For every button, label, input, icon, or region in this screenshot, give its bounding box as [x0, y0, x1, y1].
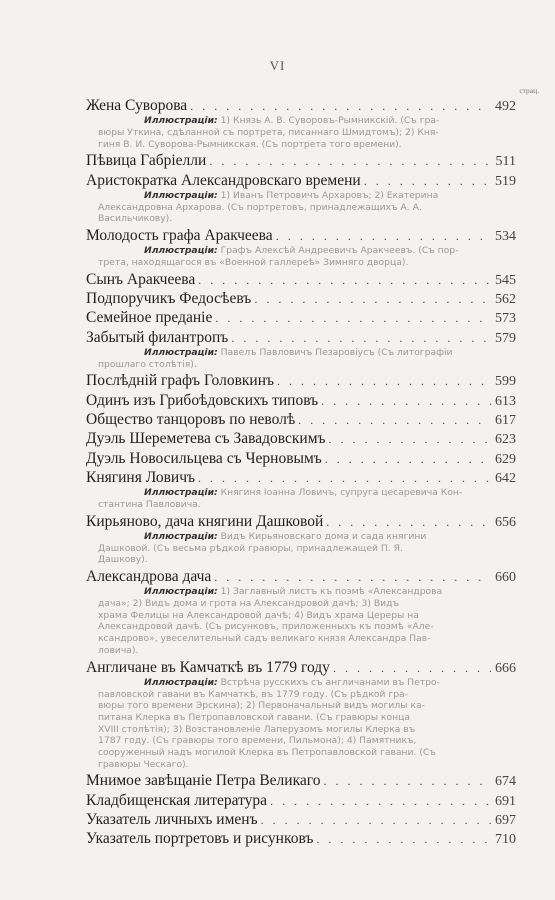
illustrations-text: 1) Заглавный листъ къ поэмѣ «Александрова: [220, 586, 443, 598]
toc-entry-page: 617: [495, 413, 516, 428]
toc-entry-page: 710: [495, 832, 516, 848]
illustrations-text: Павелъ Павловичъ Пезаровіусъ (Съ литографіи: [220, 347, 453, 358]
toc-line: [86, 270, 516, 289]
illustrations-text: Встрѣча русскихъ съ англичанами въ Петро-: [220, 676, 440, 688]
illustrations-line: Васильчикову).: [98, 213, 173, 225]
toc-entry-page: 674: [495, 774, 516, 790]
dot-leader: [214, 568, 491, 587]
toc-entry-title: Жена Суворова: [86, 97, 188, 114]
illustrations-line: вюры Уткина, сдѣланной съ портрета, писаннаго Шмидтомъ); 2) Кня-: [98, 127, 439, 138]
dot-leader: [270, 792, 491, 811]
toc-entry-title: Послѣдній графъ Головкинъ: [86, 372, 275, 390]
toc-entry: [86, 468, 516, 511]
illustrations-line: ксандрово», увеселительный садъ великаго князя Александра Пав-: [98, 633, 431, 645]
toc-entry-page: 660: [495, 570, 516, 585]
toc-entry: [86, 371, 516, 390]
toc-line: [86, 468, 516, 487]
toc-entry-page: 697: [495, 813, 516, 829]
toc-line: [86, 449, 516, 468]
toc-line: [86, 567, 516, 586]
toc-entry: [86, 658, 516, 771]
illustrations-line: Дашковой. (Съ весьма рѣдкой гравюры, принадлежащей П. Я.: [98, 542, 403, 554]
dot-leader: [254, 290, 491, 309]
illustrations-line: [98, 487, 516, 499]
toc-entry-title: Александрова дача: [86, 568, 212, 585]
dot-leader: [364, 172, 491, 191]
toc-line: [86, 328, 516, 347]
dot-leader: [277, 372, 491, 391]
toc-entry: [86, 810, 516, 829]
illustrations-note: [86, 677, 516, 771]
illustrations-note: [86, 347, 516, 370]
illustrations-line: вюры того времени Эрскина); 2) Первоначальный видъ могилы ка-: [98, 700, 425, 712]
illustrations-line: [98, 677, 516, 689]
toc-entry-page: 666: [495, 660, 516, 676]
illustrations-line: стантина Павловича.: [98, 498, 201, 510]
illustrations-line: ловича).: [98, 644, 139, 656]
toc-line: [86, 429, 516, 448]
toc-entry: [86, 449, 516, 468]
toc-entry: [86, 151, 516, 170]
toc-entry-title: Аристократка Александровскаго времени: [86, 171, 361, 189]
illustrations-label: Иллюстраціи:: [144, 115, 218, 127]
illustrations-line: [98, 115, 516, 127]
toc-line: [86, 771, 516, 790]
illustrations-line: [98, 347, 516, 359]
illustrations-line: сооруженный надъ могилой Клерка въ Петропавловской гавани. (Съ: [98, 747, 436, 759]
toc-line: [86, 289, 516, 308]
toc-line: [86, 512, 516, 531]
toc-entry-title: Указатель портретовъ и рисунковъ: [86, 830, 314, 848]
toc-entry-page: 623: [495, 432, 516, 448]
toc-line: [86, 226, 516, 245]
illustrations-line: XVIII столѣтія); 3) Возстановленіе Лаперузомъ могилы Клерка въ: [98, 723, 416, 735]
toc-line: [86, 96, 516, 115]
toc-entry: [86, 308, 516, 327]
illustrations-note: [86, 245, 516, 268]
dot-leader: [261, 811, 491, 830]
toc-entry-title: Одинъ изъ Грибоѣдовскихъ типовъ: [86, 391, 319, 409]
illustrations-line: прошлаго столѣтія).: [98, 358, 197, 370]
toc-entry: [86, 791, 516, 810]
toc-entry-title: Указатель личныхъ именъ: [86, 811, 258, 829]
toc-line: [86, 371, 516, 390]
toc-entry: [86, 512, 516, 566]
illustrations-note: [86, 190, 516, 225]
toc-entry: [86, 226, 516, 269]
toc-entry-title: Мнимое завѣщаніе Петра Великаго: [86, 772, 321, 790]
dot-leader: [298, 411, 491, 430]
toc-entry-page: 656: [495, 514, 516, 530]
toc-entry-title: Пѣвица Габріелли: [86, 152, 207, 170]
dot-leader: [190, 97, 491, 116]
toc-line: [86, 829, 516, 848]
dot-leader: [326, 513, 491, 532]
table-of-contents: [86, 96, 516, 849]
toc-entry-page: 492: [495, 99, 516, 114]
dot-leader: [321, 392, 491, 411]
illustrations-label: Иллюстраціи:: [144, 487, 218, 499]
toc-entry-title: Дуэль Новосильцева съ Черновымъ: [86, 449, 322, 467]
toc-entry-title: Дуэль Шереметева съ Завадовскимъ: [86, 430, 326, 448]
dot-leader: [329, 430, 491, 449]
toc-line: [86, 410, 516, 429]
toc-line: [86, 151, 516, 170]
toc-line: [86, 791, 516, 810]
toc-entry-title: Общество танцоровъ по неволѣ: [86, 411, 296, 428]
toc-entry-page: 562: [495, 292, 516, 308]
dot-leader: [198, 469, 491, 488]
dot-leader: [276, 227, 491, 246]
toc-entry-title: Англичане въ Камчаткѣ въ 1779 году: [86, 658, 330, 676]
toc-entry-title: Семейное преданіе: [86, 309, 213, 327]
toc-entry-page: 613: [495, 393, 516, 409]
illustrations-note: [86, 586, 516, 656]
toc-entry-page: 545: [495, 272, 516, 288]
illustrations-line: [98, 190, 516, 202]
illustrations-note: [86, 531, 516, 566]
toc-line: [86, 810, 516, 829]
illustrations-label: Иллюстраціи:: [144, 347, 218, 358]
illustrations-line: Дашкову).: [98, 554, 148, 566]
illustrations-note: [86, 487, 516, 510]
toc-entry: [86, 391, 516, 410]
toc-entry: [86, 771, 516, 790]
dot-leader: [198, 271, 491, 290]
illustrations-note: [86, 115, 516, 150]
toc-entry: [86, 270, 516, 289]
toc-entry: [86, 96, 516, 150]
illustrations-line: [98, 531, 516, 543]
illustrations-text: 1) Князь А. В. Суворовъ-Рымникскій. (Съ гра-: [220, 115, 440, 127]
dot-leader: [215, 309, 491, 328]
toc-entry-title: Княгиня Ловичъ: [86, 468, 196, 486]
dot-leader: [323, 772, 491, 791]
illustrations-text: Княгиня Іоанна Ловичъ, супруга цесаревича Кон-: [220, 487, 463, 499]
illustrations-line: питана Клерка въ Петропавловской гавани. (Съ гравюры конца: [98, 711, 410, 723]
toc-entry: [86, 328, 516, 371]
toc-entry-page: 629: [495, 451, 516, 467]
illustrations-line: гиня В. И. Суворова-Рымникская. (Съ портрета того времени).: [98, 138, 402, 150]
toc-entry-page: 519: [495, 173, 516, 189]
dot-leader: [231, 329, 491, 348]
illustrations-line: 1787 году. (Съ гравюры того времени, Пильмона); 4) Памятникъ,: [98, 735, 417, 747]
toc-line: [86, 308, 516, 327]
illustrations-line: храма Фелицы на Александровой дачѣ; 4) Видъ храма Цереры на: [98, 609, 419, 621]
illustrations-line: Александровна Архарова. (Съ портретовъ, принадлежащихъ А. А.: [98, 201, 422, 213]
toc-entry-page: 691: [495, 793, 516, 809]
toc-entry-title: Подпоручикъ Федосѣевъ: [86, 290, 252, 308]
illustrations-label: Иллюстраціи:: [144, 530, 218, 542]
illustrations-label: Иллюстраціи:: [144, 676, 218, 688]
dot-leader: [316, 830, 491, 849]
illustrations-line: дача»; 2) Видъ дома и грота на Александровой дачѣ; 3) Видъ: [98, 598, 399, 609]
dot-leader: [325, 450, 491, 469]
dot-leader: [333, 659, 491, 678]
illustrations-line: [98, 586, 516, 598]
illustrations-line: гравюры Ческаго).: [98, 758, 189, 770]
toc-entry-page: 642: [495, 470, 516, 486]
toc-line: [86, 658, 516, 677]
toc-entry: [86, 410, 516, 429]
toc-entry-title: Забытый филантропъ: [86, 328, 229, 346]
illustrations-line: трета, находящагося въ «Военной галлереѣ» Зимняго дворца).: [98, 257, 409, 269]
toc-entry-page: 511: [495, 154, 516, 170]
illustrations-text: Графъ Алексѣй Андреевичъ Аракчеевъ. (Съ пор-: [220, 245, 459, 257]
toc-entry-page: 599: [495, 374, 516, 390]
illustrations-text: 1) Иванъ Петровичъ Архаровъ; 2) Екатерина: [220, 190, 439, 201]
illustrations-line: Александровой дачѣ. (Съ рисунковъ, приложенныхъ къ поэмѣ «Але-: [98, 621, 434, 633]
toc-entry: [86, 289, 516, 308]
toc-entry-title: Сынъ Аракчеева: [86, 270, 196, 288]
toc-entry-page: 573: [495, 311, 516, 327]
toc-line: [86, 391, 516, 410]
illustrations-line: [98, 245, 516, 257]
illustrations-label: Иллюстраціи:: [144, 190, 218, 201]
toc-entry: [86, 829, 516, 848]
toc-entry-page: 579: [495, 330, 516, 346]
toc-entry-title: Молодость графа Аракчеева: [86, 227, 273, 245]
toc-entry: [86, 567, 516, 657]
illustrations-label: Иллюстраціи:: [144, 245, 218, 257]
toc-entry-page: 534: [495, 229, 516, 245]
toc-entry-title: Кирьяново, дача княгини Дашковой: [86, 512, 324, 530]
illustrations-label: Иллюстраціи:: [144, 586, 218, 598]
illustrations-text: Видъ Кирьяновскаго дома и сада княгини: [220, 530, 427, 542]
page-number: VI: [269, 58, 286, 73]
dot-leader: [209, 152, 491, 171]
illustrations-line: павловской гавани въ Камчаткѣ, въ 1779 году. (Съ рѣдкой гра-: [98, 688, 408, 700]
toc-line: [86, 171, 516, 190]
toc-entry: [86, 171, 516, 225]
page-column-label: страц.: [519, 86, 539, 95]
toc-entry-title: Кладбищенская литература: [86, 791, 268, 809]
toc-entry: [86, 429, 516, 448]
